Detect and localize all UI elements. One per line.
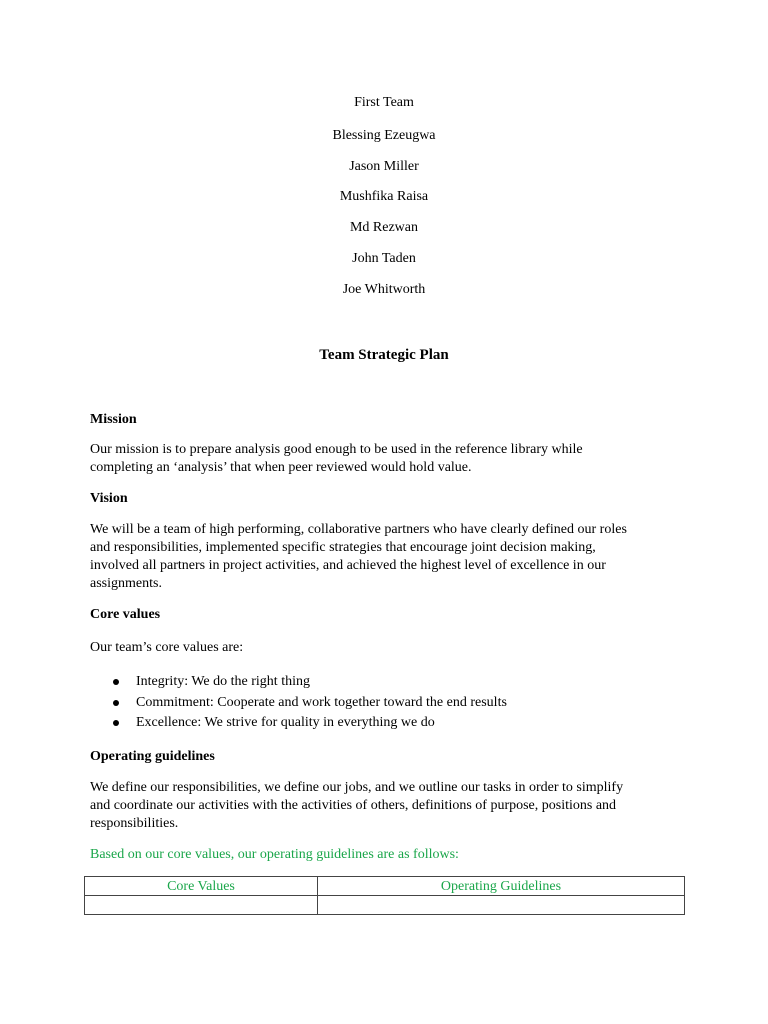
- member-name: Joe Whitworth: [342, 282, 426, 297]
- bullet-icon: [113, 720, 119, 726]
- paragraph-line: Our mission is to prepare analysis good enough to be used in the reference library while: [90, 442, 583, 457]
- core-values-intro: Our team’s core values are:: [90, 640, 244, 655]
- paragraph-line: We will be a team of high performing, collaborative partners who have clearly defined our roles: [90, 522, 627, 537]
- list-item-text: Commitment: Cooperate and work together toward the end results: [136, 694, 507, 710]
- member-name: Md Rezwan: [349, 220, 419, 235]
- mission-heading: Mission: [90, 412, 137, 427]
- member-name: Jason Miller: [349, 159, 419, 174]
- table-row: [85, 896, 685, 915]
- core-values-list: [90, 673, 507, 735]
- bullet-icon: [113, 679, 119, 685]
- paragraph-line: and responsibilities, implemented specific strategies that encourage joint decision making,: [90, 540, 596, 555]
- core-values-heading: Core values: [90, 607, 161, 622]
- bullet-icon: [113, 700, 119, 706]
- list-item: [90, 673, 507, 694]
- vision-paragraph: [90, 521, 680, 593]
- member-name: Blessing Ezeugwa: [332, 128, 436, 143]
- paragraph-line: and coordinate our activities with the activities of others, definitions of purpose, positions and: [90, 798, 617, 813]
- list-item-text: Excellence: We strive for quality in everything we do: [136, 715, 435, 730]
- operating-guidelines-heading: Operating guidelines: [90, 749, 215, 764]
- table-header-operating-guidelines: Operating Guidelines: [318, 877, 685, 896]
- member-name: Mushfika Raisa: [339, 189, 429, 204]
- paragraph-line: completing an ‘analysis’ that when peer reviewed would hold value.: [90, 460, 472, 475]
- member-name: John Taden: [352, 251, 416, 266]
- table-header-core-values: Core Values: [85, 877, 318, 896]
- paragraph-line: responsibilities.: [90, 816, 179, 831]
- vision-heading: Vision: [90, 491, 128, 506]
- mission-paragraph: [90, 441, 680, 477]
- operating-guidelines-paragraph: [90, 779, 680, 833]
- table-cell: [85, 896, 318, 915]
- guidelines-table: [84, 876, 685, 915]
- document-title: Team Strategic Plan: [319, 347, 449, 363]
- paragraph-line: assignments.: [90, 576, 162, 591]
- list-item: [90, 714, 507, 735]
- list-item-text: Integrity: We do the right thing: [136, 674, 310, 689]
- team-name: First Team: [354, 95, 414, 110]
- paragraph-line: We define our responsibilities, we define our jobs, and we outline our tasks in order to simplify: [90, 780, 624, 795]
- table-header-row: [85, 877, 685, 896]
- paragraph-line: involved all partners in project activities, and achieved the highest level of excellence in our: [90, 558, 606, 573]
- list-item: [90, 694, 507, 715]
- table-cell: [318, 896, 685, 915]
- table-intro: Based on our core values, our operating guidelines are as follows:: [90, 847, 459, 862]
